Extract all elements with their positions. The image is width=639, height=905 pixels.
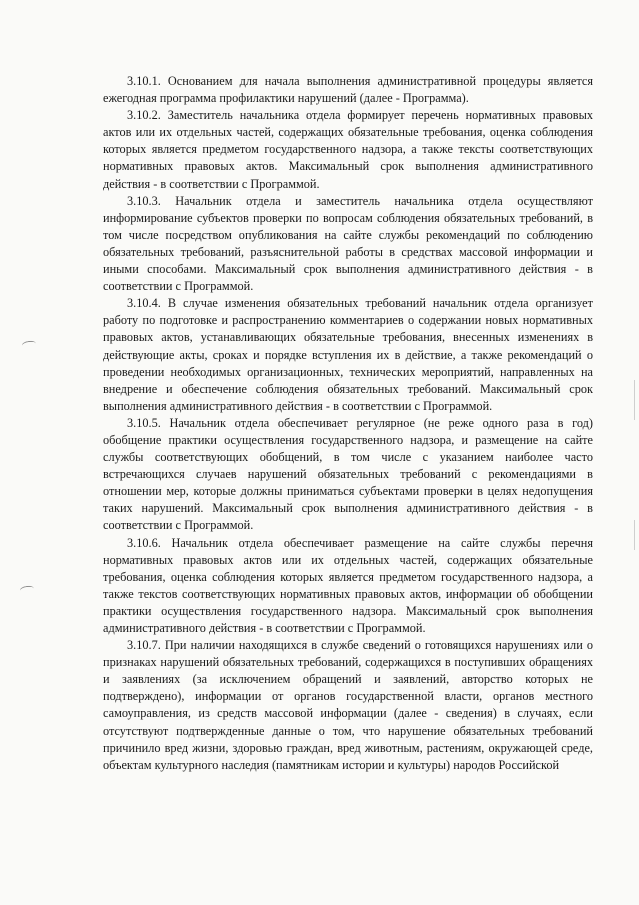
document-body [103,73,593,774]
paragraph-3-10-6: 3.10.6. Начальник отдела обеспечивает размещение на сайте службы перечня нормативных правовых актов или их отдельных частей, содержащих обязательные требования, оценка соблюдения которых является предметом государственного надзора, а также текстов соответствующих нормативных правовых актов, информации об обобщении практики осуществления государственного надзора. Максимальный срок выполнения административного действия - в соответствии с Программой. [103,535,593,635]
paragraph-3-10-1: 3.10.1. Основанием для начала выполнения административной процедуры является ежегодная программа профилактики нарушений (далее - Программа). [103,74,593,106]
scan-edge [634,520,635,550]
paragraph-3-10-2: 3.10.2. Заместитель начальника отдела формирует перечень нормативных правовых актов или их отдельных частей, содержащих обязательные требования, оценка соблюдения которых является предметом государственного надзора, а также тексты соответствующих нормативных правовых актов. Максимальный срок выполнения административного действия - в соответствии с Программой. [103,108,593,191]
scan-edge [634,380,635,420]
scan-mark [20,585,35,594]
paragraph-3-10-5: 3.10.5. Начальник отдела обеспечивает регулярное (не реже одного раза в год) обобщение практики осуществления государственного надзора, и размещение на сайте службы соответствующих обобщений, в том числе с указанием наиболее часто встречающихся случаев нарушений обязательных требований с рекомендациями в отношении мер, которые должны приниматься субъектами проверки в целях недопущения таких нарушений. Максимальный срок выполнения административного действия - в соответствии с Программой. [103,415,593,533]
paragraph-3-10-7: 3.10.7. При наличии находящихся в службе сведений о готовящихся нарушениях или о признаках нарушений обязательных требований, содержащихся в поступивших обращениях и заявлениях (за исключением обращений и заявлений, авторство которых не подтверждено), информации от органов государственной власти, органов местного самоуправления, из средств массовой информации (далее - сведения) в случаях, если отсутствуют подтвержденные данные о том, что нарушение обязательных требований причинило вред жизни, здоровью граждан, вред животным, растениям, окружающей среде, объектам культурного наследия (памятникам истории и культуры) народов Российской [103,638,593,772]
paragraph-3-10-4: 3.10.4. В случае изменения обязательных требований начальник отдела организует работу по подготовке и распространению комментариев о содержании новых нормативных правовых актов, устанавливающих обязательные требования, внесенных изменениях в действующие акты, сроках и порядке вступления их в действие, а также рекомендаций о проведении необходимых организационных, технических мероприятий, направленных на внедрение и обеспечение соблюдения обязательных требований. Максимальный срок выполнения административного действия - в соответствии с Программой. [103,296,593,413]
scan-mark [22,340,37,349]
paragraph-3-10-3: 3.10.3. Начальник отдела и заместитель начальника отдела осуществляют информирование субъектов проверки по вопросам соблюдения обязательных требований, в том числе посредством опубликования на сайте службы рекомендаций по соблюдению обязательных требований, разъяснительной работы в средствах массовой информации и иными способами. Максимальный срок выполнения административного действия - в соответствии с Программой. [103,193,593,294]
